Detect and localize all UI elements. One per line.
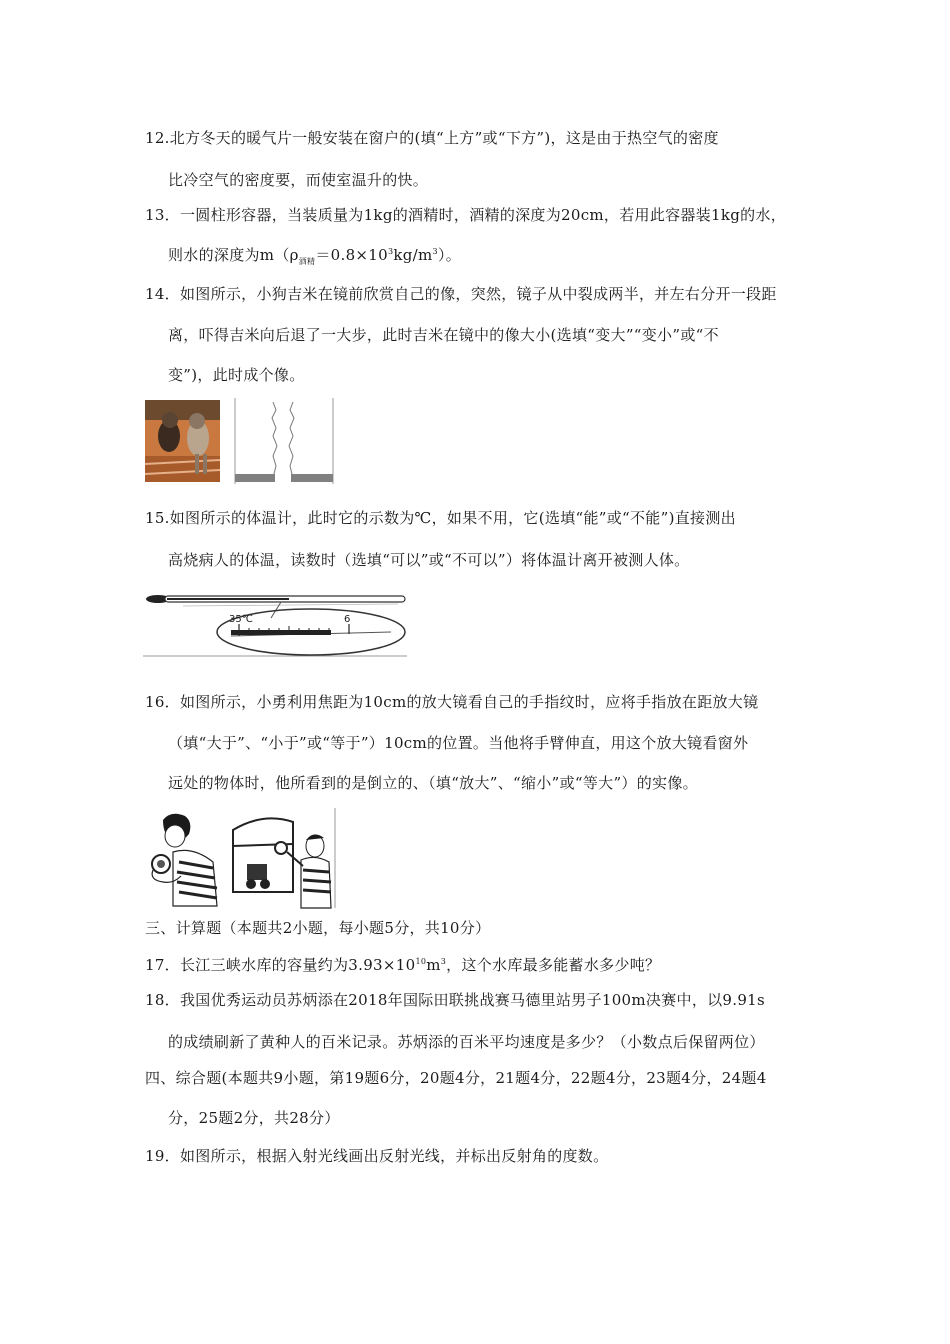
split-mirror-diagram bbox=[235, 398, 333, 484]
q17-sup2: 3 bbox=[440, 957, 447, 966]
q13-line1: 13．一圆柱形容器，当装质量为1kg的酒精时，酒精的深度为20cm，若用此容器装1kg的水， bbox=[145, 206, 787, 224]
q15-line1: 15.如图所示的体温计，此时它的示数为℃，如果不用，它(选填“能”或“不能”)直接测出 bbox=[145, 509, 736, 527]
q19-line1: 19．如图所示，根据入射光线画出反射光线，并标出反射角的度数。 bbox=[145, 1147, 609, 1165]
q14-line2: 离，吓得吉米向后退了一大步，此时吉米在镜中的像大小(选填“变大”“变小”或“不 bbox=[168, 326, 719, 344]
q13-text-c: kg/m bbox=[393, 246, 433, 264]
q16-line2: （填“大于”、“小于”或“等于”）10cm的位置。当他将手臂伸直，用这个放大镜看窗外 bbox=[168, 734, 749, 752]
scale-label-right: 6 bbox=[344, 614, 351, 625]
q17-text-a: 17．长江三峡水库的容量约为3.93×10 bbox=[145, 956, 416, 974]
q13-text-d: ）。 bbox=[437, 246, 462, 264]
q15-line2: 高烧病人的体温，读数时（选填“可以”或“不可以”）将体温计离开被测人体。 bbox=[168, 551, 690, 569]
q13-text-a: 则水的深度为m（ρ bbox=[168, 246, 299, 264]
q14-figure bbox=[145, 396, 335, 486]
q18-line2: 的成绩刷新了黄种人的百米记录。苏炳添的百米平均速度是多少？（小数点后保留两位） bbox=[168, 1033, 765, 1051]
q13-sup2: 3 bbox=[432, 247, 438, 256]
q17-text-c: ，这个水库最多能蓄水多少吨？ bbox=[446, 956, 661, 974]
q16-line3: 远处的物体时，他所看到的是倒立的、（填“放大”、“缩小”或“等大”）的实像。 bbox=[168, 774, 698, 792]
q12-line1: 12.北方冬天的暖气片一般安装在窗户的(填“上方”或“下方”)，这是由于热空气的密度 bbox=[145, 129, 719, 147]
q17-line1 bbox=[145, 955, 660, 975]
magnified-scale bbox=[229, 614, 391, 636]
dog-mirror-photo bbox=[145, 400, 220, 482]
q17-sup1: 10 bbox=[415, 957, 427, 966]
thermometer-figure bbox=[143, 578, 409, 660]
q16-line1: 16．如图所示，小勇利用焦距为10cm的放大镜看自己的手指纹时，应将手指放在距放大镜 bbox=[145, 693, 759, 711]
section-4-heading-line2: 分，25题2分，共28分） bbox=[168, 1109, 340, 1127]
q12-line2: 比冷空气的密度要，而使室温升的快。 bbox=[168, 171, 429, 189]
q13-text-b: ＝0.8×10 bbox=[315, 246, 388, 264]
boy-looking-at-finger bbox=[152, 814, 217, 906]
q14-line3: 变”)，此时成个像。 bbox=[168, 366, 305, 384]
section-3-heading: 三、计算题（本题共2小题，每小题5分，共10分） bbox=[145, 919, 491, 937]
q13-sub: 酒精 bbox=[298, 257, 316, 266]
q14-line1: 14．如图所示，小狗吉米在镜前欣赏自己的像，突然，镜子从中裂成两半，并左右分开一段距 bbox=[145, 285, 777, 303]
q17-text-b: m bbox=[426, 956, 441, 974]
section-4-heading-line1: 四、综合题(本题共9小题，第19题6分，20题4分，21题4分，22题4分，23题4分，24题4 bbox=[145, 1069, 767, 1087]
q13-sup1: 3 bbox=[387, 247, 394, 256]
q18-line1: 18．我国优秀运动员苏炳添在2018年国际田联挑战赛马德里站男子100m决赛中，以9.91s bbox=[145, 991, 766, 1009]
window-scene bbox=[233, 818, 293, 892]
scale-label-left: 35℃ bbox=[229, 614, 253, 625]
q13-line2 bbox=[168, 245, 461, 272]
magnifier-figure bbox=[143, 806, 338, 910]
thermometer-icon bbox=[146, 595, 405, 606]
